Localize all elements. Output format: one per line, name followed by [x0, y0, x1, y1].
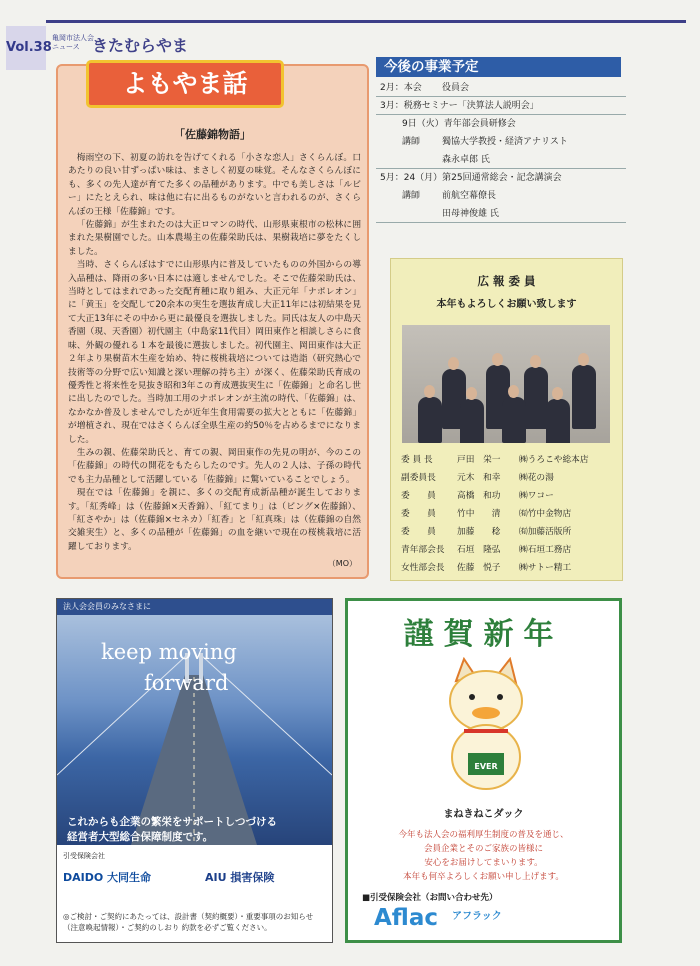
page-header	[0, 20, 700, 60]
committee-title: 広 報 委 員	[477, 274, 536, 288]
member-name: 高橋 和功	[457, 491, 501, 501]
member-row	[401, 542, 621, 559]
schedule-lecturer-title: 獨協大学教授・経済アナリスト	[442, 137, 568, 147]
schedule-row	[376, 115, 626, 133]
schedule-item: 9日（火）青年部会員研修会	[402, 119, 516, 129]
aiu-logo: AIU 損害保険	[205, 871, 275, 884]
ad-disclaimer: ◎ご検討・ご契約にあたっては、設計書（契約概要）・重要事項のお知らせ（注意喚起情報）・ご契約のしおり 約款を必ずご覧ください。	[63, 912, 314, 932]
member-name: 加藤 稔	[457, 527, 501, 537]
member-row	[401, 452, 621, 469]
insurers-label: 引受保険会社	[63, 852, 105, 860]
schedule-month: 5月：24（月）第25回通常総会・記念講演会	[380, 173, 562, 183]
member-role: 委 員	[401, 509, 436, 519]
person-head	[466, 387, 477, 400]
newsletter-name: きたむらやま	[92, 36, 189, 55]
yomoyama-title: よもやま話	[86, 60, 284, 108]
schedule-lecturer-label: 講師	[402, 191, 421, 201]
schedule-title: 今後の事業予定	[376, 57, 621, 77]
volume-number: Vol.38	[6, 26, 46, 70]
schedule-lecturer-name: 森永卓郎 氏	[442, 155, 490, 165]
paragraph: 現在では「佐藤錦」を親に、多くの交配育成新品種が誕生しております。「紅秀峰」は（佐藤錦×天香錦）、「紅てまり」は（ビング×佐藤錦）、「紅さやか」は（佐藤錦×セネカ）「紅香」と「紅真珠」は（佐藤錦の自然交雑実生）と、多くの品種が「佐藤錦」の血を継いで現在の桜桃栽培に活躍しております。	[68, 488, 361, 552]
person-head	[448, 357, 459, 370]
member-role: 委 員	[401, 527, 436, 537]
member-company: ㈱花の湯	[519, 473, 554, 483]
ad-header: 法人会会員のみなさまに	[57, 599, 332, 615]
paragraph: 生みの親、佐藤栄助氏と、育ての親、岡田東作の先見の明が、今のこの「佐藤錦」の時代の開花をもたらしたのです。先人の２人は、子孫の時代でも主力品種として活躍している「佐藤錦」に驚いていることでしょう。	[68, 447, 361, 485]
header-org	[52, 34, 94, 52]
schedule-row	[376, 133, 626, 151]
member-name: 石垣 隆弘	[457, 545, 501, 555]
ad-copy-line: 本年も何卒よろしくお願い申し上げます。	[403, 872, 564, 882]
article-body	[68, 152, 361, 554]
person-head	[530, 355, 541, 368]
member-row	[401, 506, 621, 523]
schedule-month: 2月：本会	[380, 83, 422, 93]
mascot-brand: まねきねこダック	[443, 809, 524, 820]
schedule-month: 3月：税務セミナー「決算法人説明会」	[380, 101, 539, 111]
schedule-lecturer-title: 前航空幕僚長	[442, 191, 497, 201]
person-figure	[524, 367, 548, 429]
ad-copy-line: 今年も法人会の福利厚生制度の普及を通じ、	[398, 830, 569, 840]
schedule-section	[376, 57, 626, 223]
member-name: 竹中 清	[457, 509, 501, 519]
paragraph: 当時、さくらんぼはすでに山形県内に普及していたものの外国からの導入品種は、降雨の多い日本には適しませんでした。そこで佐藤栄助氏は、当時としてはまれであった交配育種に取り組み、大正元年「ナポレオン」に「黄玉」を交配して20余本の実生を選抜育成し大正11年には初結果を見て大正13年にその中から更に最優良を選抜しました。同氏は友人の中島天香園（現、天香園）初代園主（中島家11代目）岡田東作と相談しさらに食味、外観の優れる１本を最後に選抜しました。初代園主、岡田東作は大正２年より果樹苗木生産を始め、特に桜桃栽培については造詣（研究熱心で技術等の分野で広い知識と深い理解の持ち主）が深く、佐藤栄助氏育成の優秀性と将来性を見抜き昭和3年この育成選抜実生に「佐藤錦」と命名し世に出したのでした。当時加工用のナポレオンが主流の時代、「佐藤錦」は、なかなか普及しませんでしたが近年生食用需要の拡大とともに「佐藤錦」が増植され、現在ではさくらんぼ全県生産の約50％を占めるまでになりました。	[68, 260, 361, 445]
article-subtitle: 「佐藤錦物語」	[174, 128, 251, 141]
schedule-lecturer-label: 講師	[402, 137, 421, 147]
committee-photo	[402, 325, 610, 443]
ad-copy	[348, 828, 619, 884]
person-head	[424, 385, 435, 398]
member-company: ㈱サトー精工	[519, 563, 572, 573]
new-year-greeting: 謹賀新年	[403, 617, 564, 652]
ad-copy-line: 安心をお届けしてまいります。	[424, 858, 543, 868]
person-figure	[418, 397, 442, 443]
paragraph: 梅雨空の下、初夏の訪れを告げてくれる「小さな恋人」さくらんぼ。口あたりの良い甘ずっぱい味は、まさしく初夏の味覚。そんなさくらんぼにも、多くの先人達が育てた多くの品種があります。中でも美しさは「ルビー」にたとえられ、味は他に右に出るものがないと言われるのが、さくらんぼの王様「佐藤錦」です。	[68, 153, 361, 217]
member-role: 委 員 長	[401, 455, 433, 465]
person-figure	[572, 365, 596, 429]
new-year-advertisement	[345, 598, 622, 943]
yomoyama-panel	[56, 64, 369, 579]
daido-logo: DAIDO 大同生命	[63, 871, 152, 884]
paragraph: 「佐藤錦」が生まれたのは大正ロマンの時代、山形県東根市の松林に囲まれた果樹園でした。山本農場主の佐藤栄助氏は、果樹栽培に夢をたくしました。	[68, 220, 361, 257]
ad-copy-line: 経営者大型総合保障制度です。	[67, 831, 214, 843]
ad-copy	[67, 815, 277, 845]
schedule-row	[376, 169, 626, 187]
bridge-photo	[57, 615, 332, 845]
news-line: ニュース	[52, 43, 80, 51]
person-figure	[460, 399, 484, 443]
schedule-row	[376, 151, 626, 169]
insurance-advertisement	[56, 598, 333, 943]
schedule-lecturer-name: 田母神俊雄 氏	[442, 209, 499, 219]
member-company: ㈲竹中金物店	[519, 509, 572, 519]
member-row	[401, 470, 621, 487]
person-head	[552, 387, 563, 400]
person-head	[508, 385, 519, 398]
member-role: 青年部会長	[401, 545, 445, 555]
ad-copy-line: 会員企業とそのご家族の皆様に	[423, 844, 543, 854]
member-row	[401, 488, 621, 505]
person-figure	[546, 399, 570, 443]
member-company: ㈱ワコー	[519, 491, 554, 501]
schedule-row	[376, 97, 626, 115]
aflac-japanese-name: アフラック	[452, 911, 502, 922]
member-company: ㈲加藤活版所	[519, 527, 572, 537]
member-name: 戸田 栄一	[457, 455, 501, 465]
schedule-row	[376, 205, 626, 223]
ad-slogan-2: forward	[144, 671, 229, 695]
member-company: ㈱うろこや総本店	[519, 455, 589, 465]
aflac-logo: Aflac	[374, 905, 439, 931]
mascot-tag: EVER	[474, 762, 498, 771]
header-rule	[46, 20, 686, 23]
insurer-label: ■引受保険会社（お問い合わせ先）	[362, 893, 498, 903]
committee-panel	[390, 258, 623, 581]
org-line: 亀岡市法人会	[52, 34, 94, 42]
member-role: 副委員長	[401, 473, 436, 483]
schedule-list	[376, 79, 626, 223]
schedule-row	[376, 187, 626, 205]
article-signature: （MO）	[327, 559, 357, 568]
person-figure	[502, 397, 526, 443]
member-company: ㈱石垣工務店	[519, 545, 572, 555]
schedule-item: 役員会	[442, 83, 470, 93]
member-name: 元木 和幸	[457, 473, 501, 483]
person-head	[578, 353, 589, 366]
member-row	[401, 524, 621, 541]
ad-copy-line: これからも企業の繁栄をサポートしつづける	[67, 816, 277, 828]
person-head	[492, 353, 503, 366]
member-role: 委 員	[401, 491, 436, 501]
member-name: 佐藤 悦子	[457, 563, 501, 573]
member-role: 女性部会長	[401, 563, 445, 573]
committee-greeting: 本年もよろしくお願い致します	[436, 299, 577, 310]
schedule-row	[376, 79, 626, 97]
mascot-duck-icon	[434, 657, 538, 797]
ad-slogan-1: keep moving	[101, 640, 237, 664]
member-row	[401, 560, 621, 577]
